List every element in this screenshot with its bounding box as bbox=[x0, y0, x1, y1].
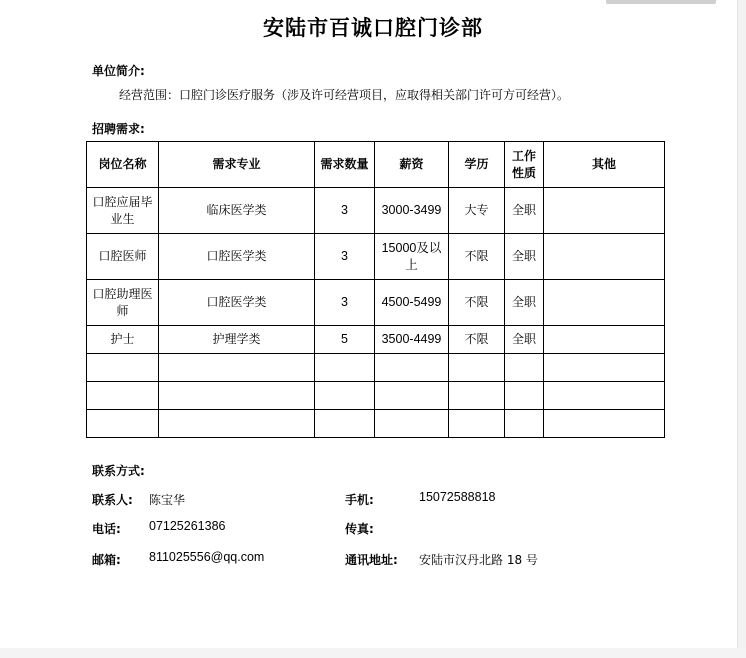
document-title: 安陆市百诚口腔门诊部 bbox=[263, 16, 483, 40]
cell-job-type: 全职 bbox=[505, 280, 544, 326]
cell-salary bbox=[375, 410, 449, 438]
recruitment-label: 招聘需求: bbox=[92, 122, 145, 136]
cell-major bbox=[159, 354, 315, 382]
cell-job-type: 全职 bbox=[505, 188, 544, 234]
cell-education: 不限 bbox=[449, 234, 505, 280]
table-row-empty bbox=[87, 382, 665, 410]
header-position: 岗位名称 bbox=[87, 142, 159, 188]
phone-label: 电话: bbox=[92, 522, 121, 536]
cell-other bbox=[544, 382, 665, 410]
table-row bbox=[87, 280, 665, 326]
cell-major bbox=[159, 382, 315, 410]
cell-quantity bbox=[315, 382, 375, 410]
cell-position: 护士 bbox=[87, 326, 159, 354]
header-job-type: 工作性质 bbox=[505, 142, 544, 188]
cell-position: 口腔医师 bbox=[87, 234, 159, 280]
cell-quantity: 5 bbox=[315, 326, 375, 354]
contact-section-label: 联系方式: bbox=[92, 464, 145, 478]
phone-value: 07125261386 bbox=[149, 519, 226, 533]
cell-other bbox=[544, 188, 665, 234]
cell-education: 不限 bbox=[449, 326, 505, 354]
cell-job-type: 全职 bbox=[505, 234, 544, 280]
business-scope-text: 经营范围：口腔门诊医疗服务（涉及许可经营项目，应取得相关部门许可方可经营）。 bbox=[119, 88, 570, 102]
cell-salary bbox=[375, 354, 449, 382]
cell-other bbox=[544, 326, 665, 354]
cell-education: 不限 bbox=[449, 280, 505, 326]
cell-job-type bbox=[505, 382, 544, 410]
page-top-fragment bbox=[606, 0, 716, 4]
cell-job-type bbox=[505, 354, 544, 382]
page-right-edge bbox=[737, 0, 746, 658]
cell-position: 口腔助理医师 bbox=[87, 280, 159, 326]
email-value[interactable]: 811025556@qq.com bbox=[149, 550, 265, 564]
cell-other bbox=[544, 280, 665, 326]
mobile-value: 15072588818 bbox=[419, 490, 496, 504]
cell-education bbox=[449, 354, 505, 382]
cell-quantity: 3 bbox=[315, 188, 375, 234]
cell-other bbox=[544, 410, 665, 438]
cell-position bbox=[87, 354, 159, 382]
header-other: 其他 bbox=[544, 142, 665, 188]
cell-salary: 3500-4499 bbox=[375, 326, 449, 354]
cell-quantity: 3 bbox=[315, 234, 375, 280]
cell-salary: 4500-5499 bbox=[375, 280, 449, 326]
recruitment-table bbox=[86, 141, 665, 438]
cell-salary: 15000及以上 bbox=[375, 234, 449, 280]
table-row bbox=[87, 234, 665, 280]
cell-salary: 3000-3499 bbox=[375, 188, 449, 234]
cell-education: 大专 bbox=[449, 188, 505, 234]
contact-person-value: 陈宝华 bbox=[149, 493, 186, 507]
cell-quantity bbox=[315, 410, 375, 438]
cell-other bbox=[544, 234, 665, 280]
cell-major: 口腔医学类 bbox=[159, 234, 315, 280]
header-major: 需求专业 bbox=[159, 142, 315, 188]
cell-position bbox=[87, 410, 159, 438]
fax-label: 传真: bbox=[345, 522, 374, 536]
cell-education bbox=[449, 382, 505, 410]
header-quantity: 需求数量 bbox=[315, 142, 375, 188]
cell-job-type: 全职 bbox=[505, 326, 544, 354]
cell-other bbox=[544, 354, 665, 382]
cell-position: 口腔应届毕业生 bbox=[87, 188, 159, 234]
table-row-empty bbox=[87, 354, 665, 382]
cell-job-type bbox=[505, 410, 544, 438]
address-value: 安陆市汉丹北路 18 号 bbox=[419, 553, 538, 567]
email-label: 邮箱: bbox=[92, 553, 121, 567]
cell-salary bbox=[375, 382, 449, 410]
cell-major: 护理学类 bbox=[159, 326, 315, 354]
cell-major: 临床医学类 bbox=[159, 188, 315, 234]
table-row bbox=[87, 326, 665, 354]
cell-position bbox=[87, 382, 159, 410]
table-row-empty bbox=[87, 410, 665, 438]
table-header-row bbox=[87, 142, 665, 188]
cell-quantity bbox=[315, 354, 375, 382]
page-bottom-edge bbox=[0, 648, 746, 658]
cell-quantity: 3 bbox=[315, 280, 375, 326]
address-label: 通讯地址: bbox=[345, 553, 398, 567]
cell-major bbox=[159, 410, 315, 438]
mobile-label: 手机: bbox=[345, 493, 374, 507]
cell-education bbox=[449, 410, 505, 438]
table-row bbox=[87, 188, 665, 234]
contact-person-label: 联系人: bbox=[92, 493, 133, 507]
header-salary: 薪资 bbox=[375, 142, 449, 188]
cell-major: 口腔医学类 bbox=[159, 280, 315, 326]
unit-intro-label: 单位简介: bbox=[92, 64, 145, 78]
header-education: 学历 bbox=[449, 142, 505, 188]
